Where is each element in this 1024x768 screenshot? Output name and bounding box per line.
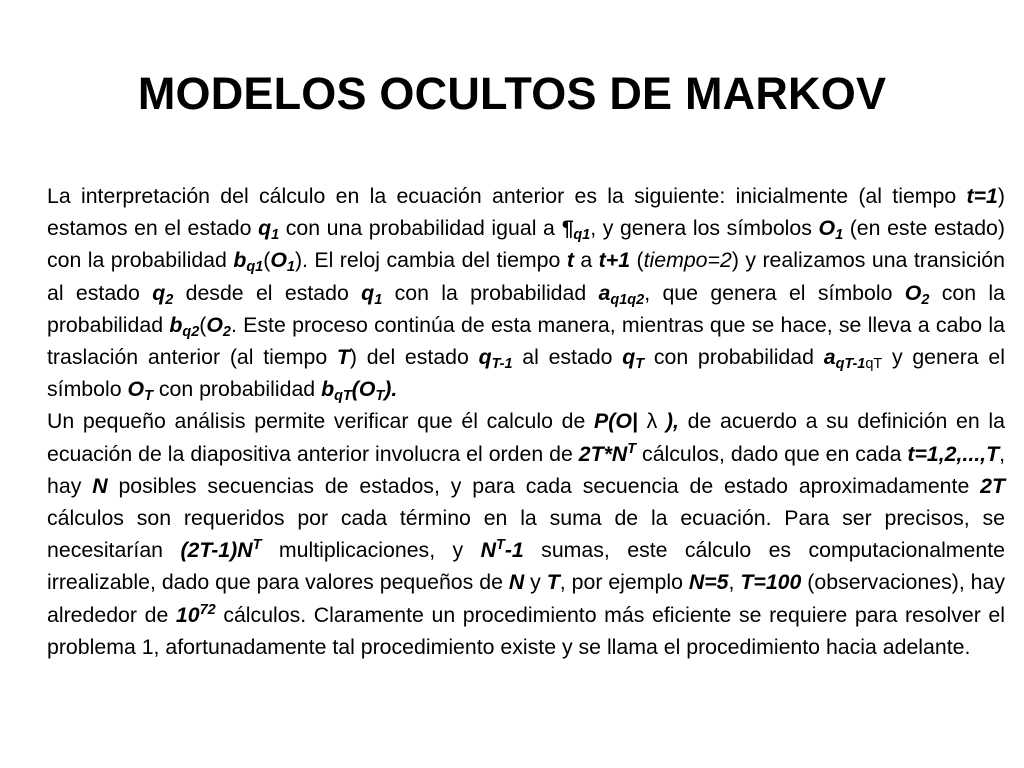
- body-text: [47, 180, 1005, 663]
- paragraph-2: Un pequeño análisis permite verificar que él calculo de P(O| λ ), de acuerdo a su definición en la ecuación de la diapositiva anterior involucra el orden de $2T*N^T$ cálculos, dado que en cada t=1,2,...,T, hay N posibles secuencias de estados, y para cada secuencia de estado aproximadamente 2T cálculos son requeridos por cada término en la suma de la ecuación. Para ser precisos, se necesitarían $(2T-1)N^T$ multiplicaciones, y $N^T-1$ sumas, este cálculo es computacionalmente irrealizable, dado que para valores pequeños de N y T, por ejemplo N=5, T=100 (observaciones), hay alrededor de $10^{72}$ cálculos. Claramente un procedimiento más eficiente se requiere para resolver el problema 1, afortunadamente tal procedimiento existe y se llama el procedimiento hacia adelante.: [47, 409, 1006, 659]
- lambda-symbol: λ: [646, 409, 658, 434]
- paragraph-1: La interpretación del cálculo en la ecuación anterior es la siguiente: inicialmente (al tiempo t=1) estamos en el estado $q_1$ con una probabilidad igual a $\P_{q1}$, y genera los símbolos $O_1$ (en este estado) con la probabilidad $b_{q1}(O_1)$. El reloj cambia del tiempo t a t+1 (tiempo=2) y realizamos una transición al estado $q_2$ desde el estado $q_1$ con la probabilidad $a_{q1q2}$, que genera el símbolo $O_2$ con la probabilidad $b_{q2}(O_2$. Este proceso continúa de esta manera, mientras que se hace, se lleva a cabo la traslación anterior (al tiempo T) del estado $q_{T-1}$ al estado $q_T$ con probabilidad $a_{qT-1qT}$ y genera el símbolo $O_T$ con probabilidad $b_{qT}(O_T)$.: [47, 184, 1006, 405]
- slide-title: MODELOS OCULTOS DE MARKOV: [137, 68, 887, 119]
